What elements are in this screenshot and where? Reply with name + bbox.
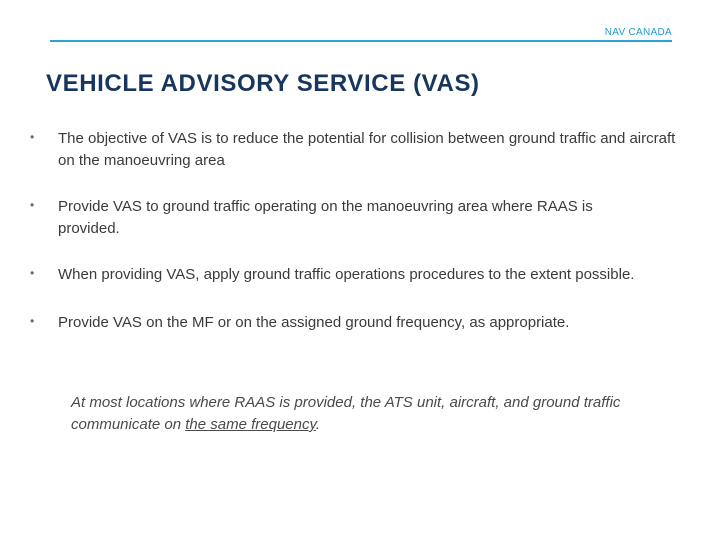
bullet-item bbox=[30, 128, 690, 172]
bullet-item bbox=[30, 196, 690, 240]
bullet-dot-icon: • bbox=[30, 130, 35, 144]
bullet-dot-icon: • bbox=[30, 314, 35, 328]
bullet-item bbox=[30, 312, 690, 334]
header-divider bbox=[50, 40, 672, 42]
note-link[interactable]: the same frequency bbox=[185, 416, 316, 433]
slide-title: VEHICLE ADVISORY SERVICE (VAS) bbox=[46, 70, 480, 97]
header-org-label: NAV CANADA bbox=[604, 27, 672, 38]
bullet-list bbox=[30, 128, 690, 358]
bullet-text: The objective of VAS is to reduce the potential for collision between ground traffic and aircraft on the manoeuvring area bbox=[58, 130, 676, 169]
bullet-dot-icon: • bbox=[30, 266, 35, 280]
bullet-item bbox=[30, 264, 690, 286]
note-text-end: . bbox=[315, 416, 321, 433]
bullet-text: When providing VAS, apply ground traffic operations procedures to the extent possible. bbox=[58, 266, 635, 283]
bullet-text: Provide VAS on the MF or on the assigned ground frequency, as appropriate. bbox=[58, 314, 570, 331]
bullet-text: Provide VAS to ground traffic operating on the manoeuvring area where RAAS is provided. bbox=[58, 198, 593, 237]
note-paragraph bbox=[71, 392, 691, 436]
bullet-dot-icon: • bbox=[30, 198, 35, 212]
note-text: At most locations where RAAS is provided, the ATS unit, aircraft, and ground traffic communicate on bbox=[71, 394, 621, 433]
